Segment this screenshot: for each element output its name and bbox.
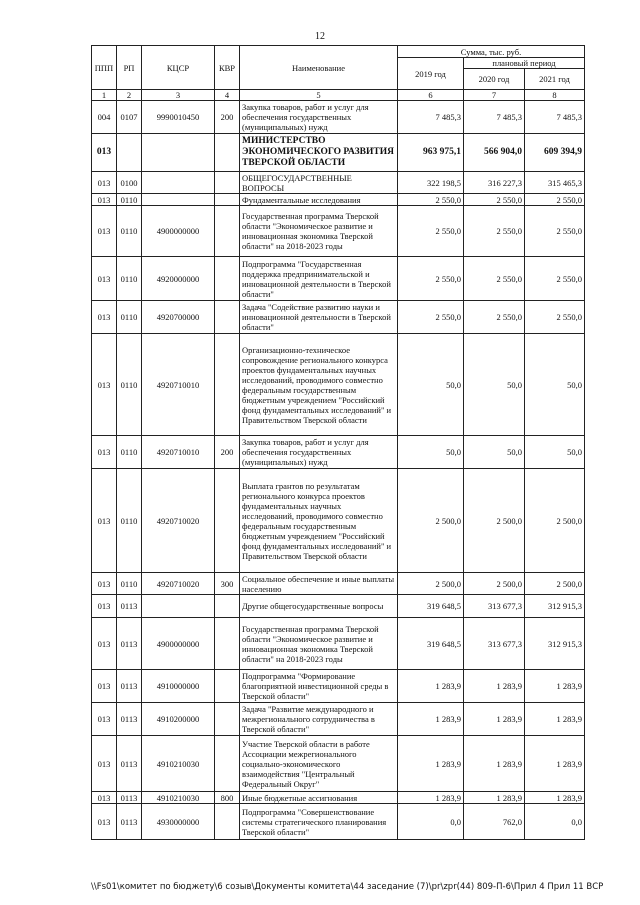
cell-2021: 1 283,9 [525, 703, 585, 736]
cell-rp: 0110 [117, 573, 142, 595]
cell-name: Социальное обеспечение и иные выплаты населению [240, 573, 398, 595]
cell-kvr [215, 595, 240, 618]
table-row [92, 134, 585, 172]
cell-rp [117, 134, 142, 172]
cell-2019: 2 500,0 [398, 573, 464, 595]
table-row [92, 792, 585, 804]
cell-rp: 0110 [117, 469, 142, 573]
cell-ppp: 004 [92, 101, 117, 134]
cell-kcsr: 4910000000 [142, 670, 215, 703]
cell-name: Задача "Содействие развитию науки и инновационной деятельности в Тверской области" [240, 301, 398, 334]
cell-2019: 1 283,9 [398, 792, 464, 804]
cell-2020: 2 500,0 [464, 573, 525, 595]
cell-kcsr: 4920710020 [142, 573, 215, 595]
col-number: 3 [142, 90, 215, 101]
cell-rp: 0113 [117, 595, 142, 618]
cell-ppp: 013 [92, 301, 117, 334]
cell-ppp: 013 [92, 703, 117, 736]
cell-2019: 7 485,3 [398, 101, 464, 134]
cell-rp: 0110 [117, 436, 142, 469]
cell-2019: 319 648,5 [398, 618, 464, 670]
cell-2019: 322 198,5 [398, 172, 464, 194]
cell-2021: 50,0 [525, 334, 585, 436]
cell-rp: 0110 [117, 257, 142, 301]
budget-table-body [92, 101, 585, 840]
cell-kvr [215, 172, 240, 194]
table-row [92, 670, 585, 703]
cell-name: Закупка товаров, работ и услуг для обеспечения государственных (муниципальных) нужд [240, 436, 398, 469]
cell-name: Государственная программа Тверской области "Экономическое развитие и инновационная экономика Тверской области" на 2018-2023 годы [240, 618, 398, 670]
cell-rp: 0107 [117, 101, 142, 134]
cell-2020: 2 550,0 [464, 194, 525, 206]
cell-name: Государственная программа Тверской области "Экономическое развитие и инновационная экономика Тверской области" на 2018-2023 годы [240, 206, 398, 257]
cell-kcsr [142, 172, 215, 194]
cell-2021: 2 550,0 [525, 257, 585, 301]
cell-rp: 0113 [117, 670, 142, 703]
cell-2021: 2 550,0 [525, 206, 585, 257]
cell-2019: 50,0 [398, 334, 464, 436]
cell-2020: 316 227,3 [464, 172, 525, 194]
cell-2020: 2 550,0 [464, 301, 525, 334]
cell-ppp: 013 [92, 804, 117, 840]
table-row [92, 736, 585, 792]
cell-rp: 0110 [117, 334, 142, 436]
cell-2020: 2 500,0 [464, 469, 525, 573]
cell-kcsr [142, 595, 215, 618]
cell-ppp: 013 [92, 792, 117, 804]
cell-kvr [215, 670, 240, 703]
cell-2020: 2 550,0 [464, 206, 525, 257]
cell-2020: 1 283,9 [464, 670, 525, 703]
table-row [92, 573, 585, 595]
cell-kcsr: 4920710010 [142, 334, 215, 436]
cell-kvr [215, 469, 240, 573]
cell-ppp: 013 [92, 469, 117, 573]
cell-ppp: 013 [92, 194, 117, 206]
cell-2021: 50,0 [525, 436, 585, 469]
cell-2021: 7 485,3 [525, 101, 585, 134]
header-name: Наименование [240, 46, 398, 90]
header-rp: РП [117, 46, 142, 90]
header-year-2020: 2020 год [464, 69, 525, 90]
table-row [92, 804, 585, 840]
cell-2021: 1 283,9 [525, 792, 585, 804]
table-row [92, 703, 585, 736]
table-row [92, 436, 585, 469]
cell-2020: 50,0 [464, 334, 525, 436]
table-row [92, 595, 585, 618]
col-number: 2 [117, 90, 142, 101]
cell-2019: 2 550,0 [398, 194, 464, 206]
cell-kcsr: 4930000000 [142, 804, 215, 840]
cell-ppp: 013 [92, 595, 117, 618]
cell-name: Подпрограмма "Совершенствование системы стратегического планирования Тверской области" [240, 804, 398, 840]
cell-ppp: 013 [92, 134, 117, 172]
cell-name: Другие общегосударственные вопросы [240, 595, 398, 618]
table-row [92, 172, 585, 194]
cell-ppp: 013 [92, 670, 117, 703]
footer-file-path: \\Fs01\комитет по бюджету\6 созыв\Документы комитета\44 заседание (7)\pr\zpr(44) 809-П-6\Прил 4 Прил 11 ВСР [91, 882, 604, 892]
cell-kvr [215, 206, 240, 257]
cell-2021: 0,0 [525, 804, 585, 840]
cell-2019: 1 283,9 [398, 736, 464, 792]
header-year-2021: 2021 год [525, 69, 585, 90]
cell-kcsr [142, 134, 215, 172]
cell-kvr [215, 194, 240, 206]
cell-2021: 2 550,0 [525, 301, 585, 334]
header-plan-period: плановый период [464, 58, 585, 69]
cell-ppp: 013 [92, 257, 117, 301]
cell-2021: 315 465,3 [525, 172, 585, 194]
cell-2020: 762,0 [464, 804, 525, 840]
cell-kvr: 800 [215, 792, 240, 804]
cell-2021: 2 500,0 [525, 469, 585, 573]
cell-ppp: 013 [92, 172, 117, 194]
cell-rp: 0113 [117, 736, 142, 792]
cell-2019: 319 648,5 [398, 595, 464, 618]
cell-kvr [215, 736, 240, 792]
cell-kvr [215, 703, 240, 736]
cell-2019: 2 550,0 [398, 206, 464, 257]
header-sum: Сумма, тыс. руб. [398, 46, 585, 58]
header-ppp: ППП [92, 46, 117, 90]
col-number: 5 [240, 90, 398, 101]
cell-ppp: 013 [92, 618, 117, 670]
cell-ppp: 013 [92, 436, 117, 469]
cell-kcsr: 4900000000 [142, 618, 215, 670]
cell-2020: 1 283,9 [464, 736, 525, 792]
col-number: 6 [398, 90, 464, 101]
cell-rp: 0113 [117, 618, 142, 670]
cell-kcsr: 4910210030 [142, 736, 215, 792]
cell-name: Задача "Развитие международного и межрегионального сотрудничества в Тверской области" [240, 703, 398, 736]
table-row [92, 334, 585, 436]
cell-kvr: 200 [215, 436, 240, 469]
cell-kcsr: 4900000000 [142, 206, 215, 257]
cell-2021: 1 283,9 [525, 736, 585, 792]
cell-2019: 1 283,9 [398, 670, 464, 703]
cell-2019: 50,0 [398, 436, 464, 469]
cell-name: Участие Тверской области в работе Ассоциации межрегионального социально-экономического взаимодействия "Центральный Федеральный Округ" [240, 736, 398, 792]
cell-2020: 313 677,3 [464, 618, 525, 670]
cell-rp: 0110 [117, 301, 142, 334]
cell-kvr [215, 618, 240, 670]
page-number: 12 [315, 31, 325, 42]
cell-2019: 0,0 [398, 804, 464, 840]
cell-kvr [215, 804, 240, 840]
cell-rp: 0113 [117, 804, 142, 840]
cell-rp: 0113 [117, 703, 142, 736]
header-year-2019: 2019 год [398, 58, 464, 90]
cell-ppp: 013 [92, 736, 117, 792]
col-number: 8 [525, 90, 585, 101]
cell-2019: 2 500,0 [398, 469, 464, 573]
cell-kcsr [142, 194, 215, 206]
cell-kvr [215, 301, 240, 334]
col-number: 4 [215, 90, 240, 101]
cell-2019: 1 283,9 [398, 703, 464, 736]
cell-name: Выплата грантов по результатам регионального конкурса проектов фундаментальных научных исследований, проводимого совместно федеральным государственным бюджетным учреждением "Российский фонд фундаментальных исследований" и Правительством Тверской области [240, 469, 398, 573]
table-row [92, 618, 585, 670]
cell-rp: 0110 [117, 206, 142, 257]
cell-name: Подпрограмма "Формирование благоприятной инвестиционной среды в Тверской области" [240, 670, 398, 703]
cell-2021: 609 394,9 [525, 134, 585, 172]
header-kvr: КВР [215, 46, 240, 90]
cell-2021: 2 500,0 [525, 573, 585, 595]
cell-2020: 7 485,3 [464, 101, 525, 134]
cell-kcsr: 4920700000 [142, 301, 215, 334]
col-number: 1 [92, 90, 117, 101]
table-row [92, 101, 585, 134]
cell-name: ОБЩЕГОСУДАРСТВЕННЫЕ ВОПРОСЫ [240, 172, 398, 194]
cell-kcsr: 4920000000 [142, 257, 215, 301]
cell-kvr [215, 134, 240, 172]
cell-rp: 0110 [117, 194, 142, 206]
cell-2021: 312 915,3 [525, 618, 585, 670]
cell-name: Фундаментальные исследования [240, 194, 398, 206]
cell-kcsr: 9990010450 [142, 101, 215, 134]
cell-name: Подпрограмма "Государственная поддержка предпринимательской и инновационной деятельности в Тверской области" [240, 257, 398, 301]
cell-2020: 2 550,0 [464, 257, 525, 301]
cell-kvr: 300 [215, 573, 240, 595]
cell-rp: 0100 [117, 172, 142, 194]
cell-kvr [215, 334, 240, 436]
cell-2019: 2 550,0 [398, 257, 464, 301]
cell-name: Закупка товаров, работ и услуг для обеспечения государственных (муниципальных) нужд [240, 101, 398, 134]
cell-kcsr: 4910200000 [142, 703, 215, 736]
cell-name: МИНИСТЕРСТВО ЭКОНОМИЧЕСКОГО РАЗВИТИЯ ТВЕРСКОЙ ОБЛАСТИ [240, 134, 398, 172]
header-kcsr: КЦСР [142, 46, 215, 90]
cell-2021: 1 283,9 [525, 670, 585, 703]
cell-ppp: 013 [92, 334, 117, 436]
cell-2019: 963 975,1 [398, 134, 464, 172]
cell-name: Иные бюджетные ассигнования [240, 792, 398, 804]
table-row [92, 194, 585, 206]
cell-kvr: 200 [215, 101, 240, 134]
table-row [92, 206, 585, 257]
cell-name: Организационно-техническое сопровождение регионального конкурса проектов фундаментальных научных исследований, проводимого совместно федеральным государственным бюджетным учреждением "Российский фонд фундаментальных исследований" и Правительством Тверской области [240, 334, 398, 436]
cell-kcsr: 4910210030 [142, 792, 215, 804]
cell-2020: 1 283,9 [464, 703, 525, 736]
cell-2020: 50,0 [464, 436, 525, 469]
table-row [92, 257, 585, 301]
table-row [92, 469, 585, 573]
cell-ppp: 013 [92, 573, 117, 595]
cell-ppp: 013 [92, 206, 117, 257]
budget-table [91, 45, 585, 840]
table-row [92, 301, 585, 334]
cell-2020: 1 283,9 [464, 792, 525, 804]
cell-2020: 313 677,3 [464, 595, 525, 618]
cell-2021: 312 915,3 [525, 595, 585, 618]
cell-rp: 0113 [117, 792, 142, 804]
cell-kcsr: 4920710010 [142, 436, 215, 469]
cell-2019: 2 550,0 [398, 301, 464, 334]
cell-kvr [215, 257, 240, 301]
cell-2020: 566 904,0 [464, 134, 525, 172]
cell-2021: 2 550,0 [525, 194, 585, 206]
cell-kcsr: 4920710020 [142, 469, 215, 573]
col-number: 7 [464, 90, 525, 101]
